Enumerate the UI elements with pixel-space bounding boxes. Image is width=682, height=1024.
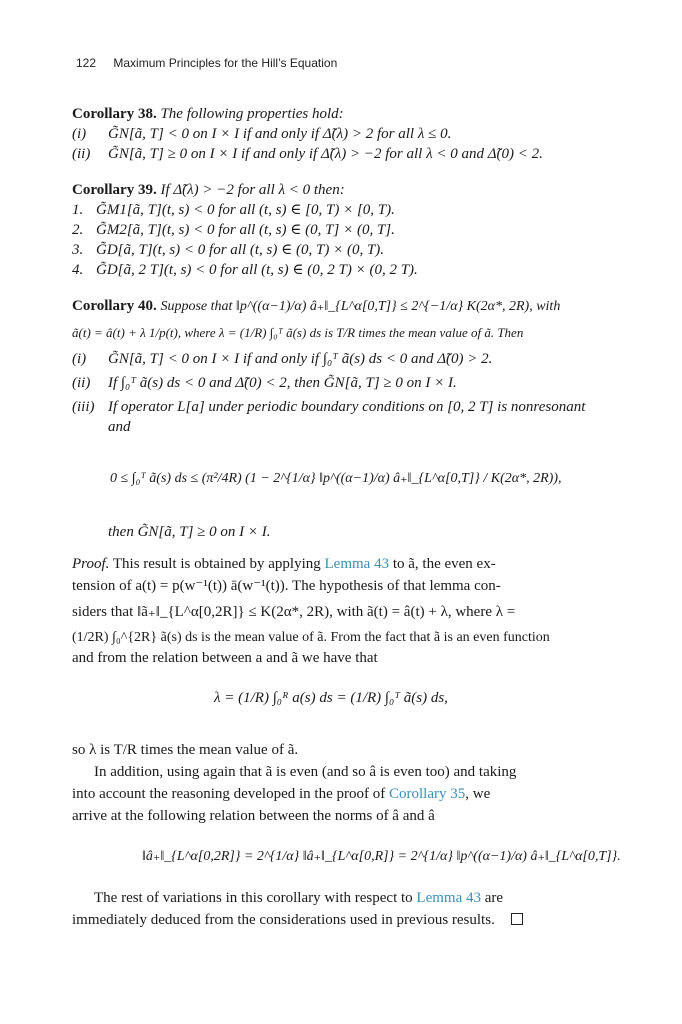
corollary-38-intro: The following properties hold: [160, 106, 344, 122]
proof-continued: so λ is T/R times the mean value of ã. In addition, using again that ã is even (and so â is even too) and taking into account the reasoning developed in the proof of Corollary 35, we arrive at the following relation between the norms of â and â [72, 740, 612, 826]
corollary-39-item: 4. G̃D[ã, 2 T](t, s) < 0 for all (t, s) ∈ (0, 2 T) × (0, 2 T). [72, 262, 418, 278]
corollary-38 [72, 104, 612, 164]
proof-line: siders that ‖ã₊‖_{L^α[0,2R]} ≤ K(2α*, 2R), with ã(t) = â(t) + λ, where λ = [72, 604, 516, 620]
proof-end: The rest of variations in this corollary with respect to Lemma 43 are immediately deduced from the considerations used in previous results. [72, 888, 612, 930]
corollary-39 [72, 180, 612, 280]
corollary-38-title: Corollary 38. [72, 106, 157, 122]
proof-line: In addition, using again that ã is even (and so â is even too) and taking [94, 764, 517, 780]
corollary-40-item: (ii) If ∫₀ᵀ ã(s) ds < 0 and Δ̃(0) < 2, then G̃N[ã, T] ≥ 0 on I × I. [72, 375, 457, 391]
corollary-40-conclusion: then G̃N[ã, T] ≥ 0 on I × I. [108, 524, 271, 540]
corollary-40-item: and [108, 419, 131, 435]
corollary-40-line2: ã(t) = â(t) + λ 1/p(t), where λ = (1/R) ∫₀ᵀ ã(s) ds is T/R times the mean value of ã. Then [72, 325, 524, 340]
corollary-40-line1: Suppose that ‖p^((α−1)/α) â₊‖_{L^α[0,T]} ≤ 2^{−1/α} K(2α*, 2R), with [160, 299, 561, 314]
proof-line: (1/2R) ∫₀^{2R} ã(s) ds is the mean value of ã. From the fact that ã is an even function [72, 630, 550, 645]
corollary-38-item: (ii) G̃N[ã, T] ≥ 0 on I × I if and only if Δ̃(λ) > −2 for all λ < 0 and Δ̃(0) < 2. [72, 146, 543, 162]
corollary-39-intro: If Δ̃(λ) > −2 for all λ < 0 then: [160, 182, 345, 198]
corollary-39-item: 1. G̃M1[ã, T](t, s) < 0 for all (t, s) ∈ [0, T) × [0, T). [72, 202, 395, 218]
proof-line: and from the relation between a and ã we have that [72, 650, 378, 666]
display-equation-3: ‖â₊‖_{L^α[0,2R]} = 2^{1/α} ‖â₊‖_{L^α[0,R]} = 2^{1/α} ‖p^((α−1)/α) â₊‖_{L^α[0,T]}. [142, 849, 621, 864]
qed-box-icon [511, 913, 523, 925]
proof-line: tension of a(t) = p(w⁻¹(t)) ā(w⁻¹(t)). The hypothesis of that lemma con- [72, 578, 501, 594]
display-equation-2: λ = (1/R) ∫₀ᴿ a(s) ds = (1/R) ∫₀ᵀ ã(s) ds, [214, 690, 448, 706]
running-title: Maximum Principles for the Hill’s Equation [113, 56, 338, 70]
running-header [76, 56, 337, 70]
corollary-39-item: 2. G̃M2[ã, T](t, s) < 0 for all (t, s) ∈ (0, T] × (0, T]. [72, 222, 395, 238]
corollary-39-title: Corollary 39. [72, 182, 157, 198]
corollary-40-item: (i) G̃N[ã, T] < 0 on I × I if and only if ∫₀ᵀ ã(s) ds < 0 and Δ̃(0) > 2. [72, 351, 493, 367]
proof-line: so λ is T/R times the mean value of ã. [72, 742, 299, 758]
display-equation-1: 0 ≤ ∫₀ᵀ ã(s) ds ≤ (π²/4R) (1 − 2^{1/α} ‖p^((α−1)/α) â₊‖_{L^α[0,T]} / K(2α*, 2R)), [110, 471, 562, 486]
lemma-43-link-2[interactable]: Lemma 43 [416, 890, 481, 906]
corollary-35-link[interactable]: Corollary 35 [389, 786, 466, 802]
corollary-39-item: 3. G̃D[ã, T](t, s) < 0 for all (t, s) ∈ (0, T) × (0, T). [72, 242, 385, 258]
lemma-43-link[interactable]: Lemma 43 [324, 556, 390, 572]
corollary-40 [72, 296, 612, 437]
proof-label: Proof. [72, 556, 110, 572]
proof: Proof. This result is obtained by applying Lemma 43 to ã, the even ex- tension of a(t) = p(w⁻¹(t)) ā(w⁻¹(t)). The hypothesis of that lemma con- siders that ‖ã₊‖_{L^α[0,2R]} ≤ K(2α*, 2R), with ã(t) = â(t) + λ, where λ = (1/2R) ∫₀^{2R} ã(s) ds is the mean value of ã. From the fact that ã is an even function and from the relation between a and ã we have that [72, 554, 612, 668]
proof-line: arrive at the following relation between the norms of â and â [72, 808, 435, 824]
corollary-38-item: (i) G̃N[ã, T] < 0 on I × I if and only if Δ̃(λ) > 2 for all λ ≤ 0. [72, 126, 452, 142]
corollary-40-item: (iii) If operator L[a] under periodic boundary conditions on [0, 2 T] is nonresonant [72, 399, 586, 415]
corollary-40-title: Corollary 40. [72, 298, 157, 314]
page-number: 122 [76, 56, 97, 70]
